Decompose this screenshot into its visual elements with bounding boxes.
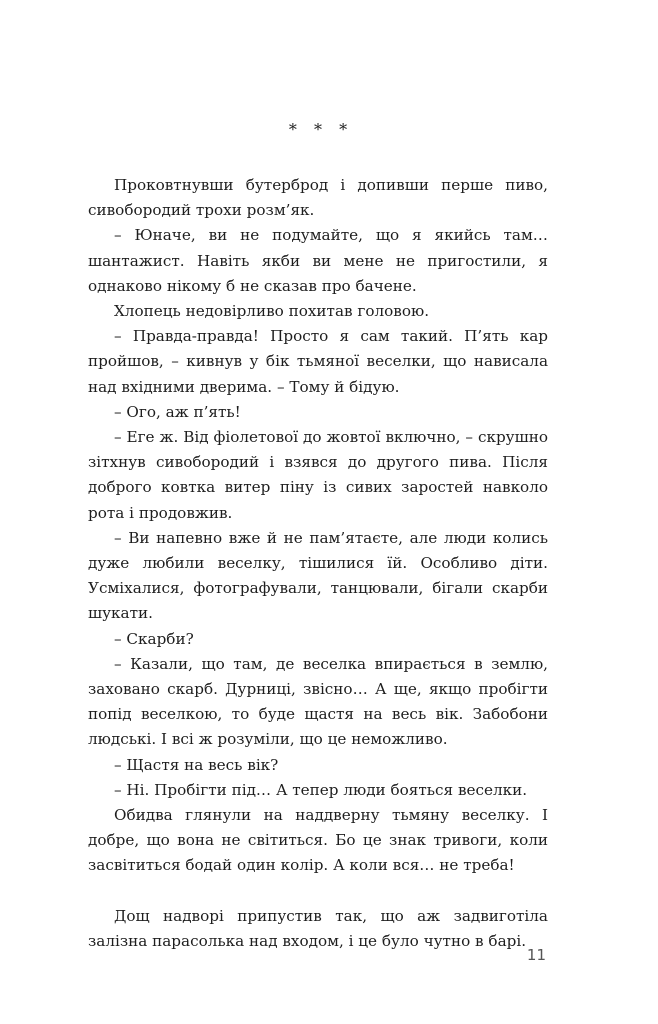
paragraph: Обидва глянули на наддверну тьмяну веселку. І добре, що вона не світиться. Бо це знак тривоги, коли засвітиться бодай один колір. А коли вся… не треба! — [88, 806, 548, 875]
paragraph: Дощ надворі припустив так, що аж задвиготіла залізна парасолька над входом, і це було чутно в барі. — [88, 906, 548, 951]
paragraph: – Юначе, ви не подумайте, що я якийсь там… шантажист. Навіть якби ви мене не пригостили, я однаково нікому б не сказав про бачене. — [88, 226, 548, 295]
paragraph: – Ого, аж п’ять! — [114, 402, 241, 421]
body-text — [88, 173, 548, 954]
paragraph: – Еге ж. Від фіолетової до жовтої включно, – скрушно зітхнув сивобородий і взявся до другого пива. Після доброго ковтка витер піну із сивих заростей навколо рота і продовжив. — [88, 428, 548, 522]
paragraph: Хлопець недовірливо похитав головою. — [114, 302, 430, 321]
section-gap — [88, 879, 548, 904]
paragraph: – Щастя на весь вік? — [114, 755, 279, 774]
section-separator: * * * — [288, 120, 348, 139]
paragraph: – Ви напевно вже й не пам’ятаєте, але люди колись дуже любили веселку, тішилися їй. Особливо діти. Усміхалися, фотографували, танцювали, бігали скарби шукати. — [88, 528, 548, 623]
paragraph: – Казали, що там, де веселка впирається в землю, заховано скарб. Дурниці, звісно… А ще, якщо пробігти попід веселкою, то буде щастя на весь вік. Забобони людські. І всі ж розуміли, що це неможливо. — [88, 654, 548, 749]
paragraph: – Ні. Пробігти під… А тепер люди бояться веселки. — [114, 780, 528, 799]
page-number: 11 — [526, 946, 546, 964]
paragraph: Проковтнувши бутерброд і допивши перше пиво, сивобородий трохи розм’як. — [88, 176, 548, 220]
paragraph: – Правда-правда! Просто я сам такий. П’ять кар пройшов, – кивнув у бік тьмяної веселки, що нависала над вхідними дверима. – Тому й бідую. — [88, 327, 548, 396]
book-page — [88, 0, 548, 1024]
paragraph: – Скарби? — [114, 629, 194, 648]
